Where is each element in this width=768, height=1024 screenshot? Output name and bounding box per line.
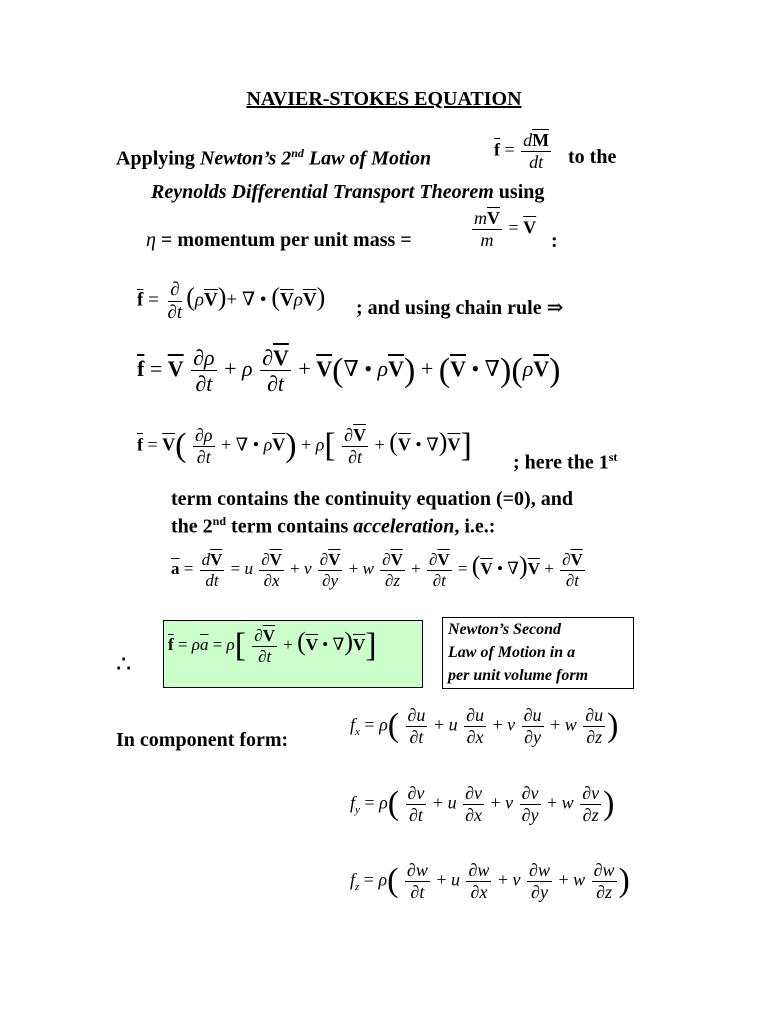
to-the-text: to the <box>568 146 617 168</box>
chain-rule-equation: $\overline{f} = \overline{V}$ $\frac{\partial\rho}{\partial t}$ + ρ $\frac{\partial\overline{V}}{\partial t}$ + $\overline{V}(\nabla$ • $\rho\overline{V}) + (\overline{V}$ • $\nabla)(\rho\overline{V})$ <box>137 345 561 397</box>
fy-equation: $f_y = \rho$( $\frac{\partial v}{\partial t}$ + u $\frac{\partial v}{\partial x}$ + v $\frac{\partial v}{\partial y}$ + w $\frac{\partial v}{\partial z}$ ) <box>350 783 615 825</box>
momentum-formula: $\frac{m\overline{V}}{m}$ = $\overline{V}$ <box>474 208 537 250</box>
here-first-text <box>513 450 617 475</box>
page-title: NAVIER-STOKES EQUATION <box>246 88 522 110</box>
here-first-label: ; here the 1 <box>513 451 609 474</box>
second-label: the 2 <box>171 515 213 538</box>
acceleration-equation: $\overline{a}$ = $\frac{d\overline{V}}{dt}$ = u $\frac{\partial\overline{V}}{\partial x}$ + v $\frac{\partial\overline{V}}{\partial y}$ + w $\frac{\partial\overline{V}}{\partial z}$ + $\frac{\partial\overline{V}}{\partial t}$ = ($\overline{V}$ • $\nabla)\overline{V}$ + $\frac{\partial\overline{V}}{\partial t}$ <box>171 550 583 590</box>
using-text: using <box>498 181 545 203</box>
fx-equation: $f_x = \rho$( $\frac{\partial u}{\partial t}$ + u $\frac{\partial u}{\partial x}$ + v $\frac{\partial u}{\partial y}$ + w $\frac{\partial u}{\partial z}$ ) <box>350 705 619 747</box>
eta-text: = momentum per unit mass = <box>160 229 412 251</box>
final-equation-box <box>163 620 423 688</box>
therefore-symbol: ∴ <box>116 652 132 678</box>
note-box <box>442 617 634 689</box>
eta-line: η = momentum per unit mass = <box>146 229 412 251</box>
intro-line-1 <box>116 146 431 171</box>
reynolds-text: Reynolds Differential Transport Theorem <box>151 181 494 203</box>
nd-superscript: nd <box>291 146 304 160</box>
fz-equation: $f_z = \rho$( $\frac{\partial w}{\partial t}$ + u $\frac{\partial w}{\partial x}$ + v $\frac{\partial w}{\partial y}$ + w $\frac{\partial w}{\partial z}$ ) <box>350 860 630 902</box>
st-superscript: st <box>608 450 618 464</box>
chain-rule-text: ; and using chain rule ⇒ <box>356 297 564 319</box>
term-contains-text: term contains <box>231 515 349 538</box>
law-of-motion-text: Law of Motion <box>308 147 432 170</box>
newton-law-text: Newton’s 2 <box>199 147 292 170</box>
paragraph-line-1: term contains the continuity equation (=0), and <box>171 488 573 510</box>
grouped-equation: $\overline{f} = \overline{V}$( $\frac{\partial\rho}{\partial t}$ + ∇ • $\rho\overline{V}) + \rho$[ $\frac{\partial\overline{V}}{\partial t}$ + ($\overline{V}$ • $\nabla)\overline{V}$] <box>137 425 472 467</box>
newton-formula: $\overline{f}$ = $\frac{d\overline{M}}{dt}$ <box>494 130 550 172</box>
colon-text: : <box>551 230 558 252</box>
rtt-equation: $\overline{f}$ = $\frac{\partial}{\partial t}$ $(\rho\overline{V})+$ ∇ • $(\overline{V}\rho\overline{V})$ <box>137 279 326 323</box>
note-line-3: per unit volume form <box>448 667 589 684</box>
final-equation: $\overline{f} = \rho\overline{a} = \rho$[ $\frac{\partial\overline{V}}{\partial t}$ + ($\overline{V}$ • $\nabla)\overline{V}$] <box>168 626 377 666</box>
applying-text: Applying <box>116 147 195 170</box>
note-line-2: Law of Motion in a <box>448 644 576 661</box>
note-line-1: Newton’s Second <box>448 621 562 638</box>
paragraph-line-2 <box>171 514 495 539</box>
nd-superscript-2: nd <box>212 514 227 528</box>
ie-text: , i.e.: <box>454 515 496 538</box>
component-form-label: In component form: <box>116 729 289 751</box>
intro-line-2 <box>151 181 544 204</box>
acceleration-text: acceleration <box>353 515 455 538</box>
